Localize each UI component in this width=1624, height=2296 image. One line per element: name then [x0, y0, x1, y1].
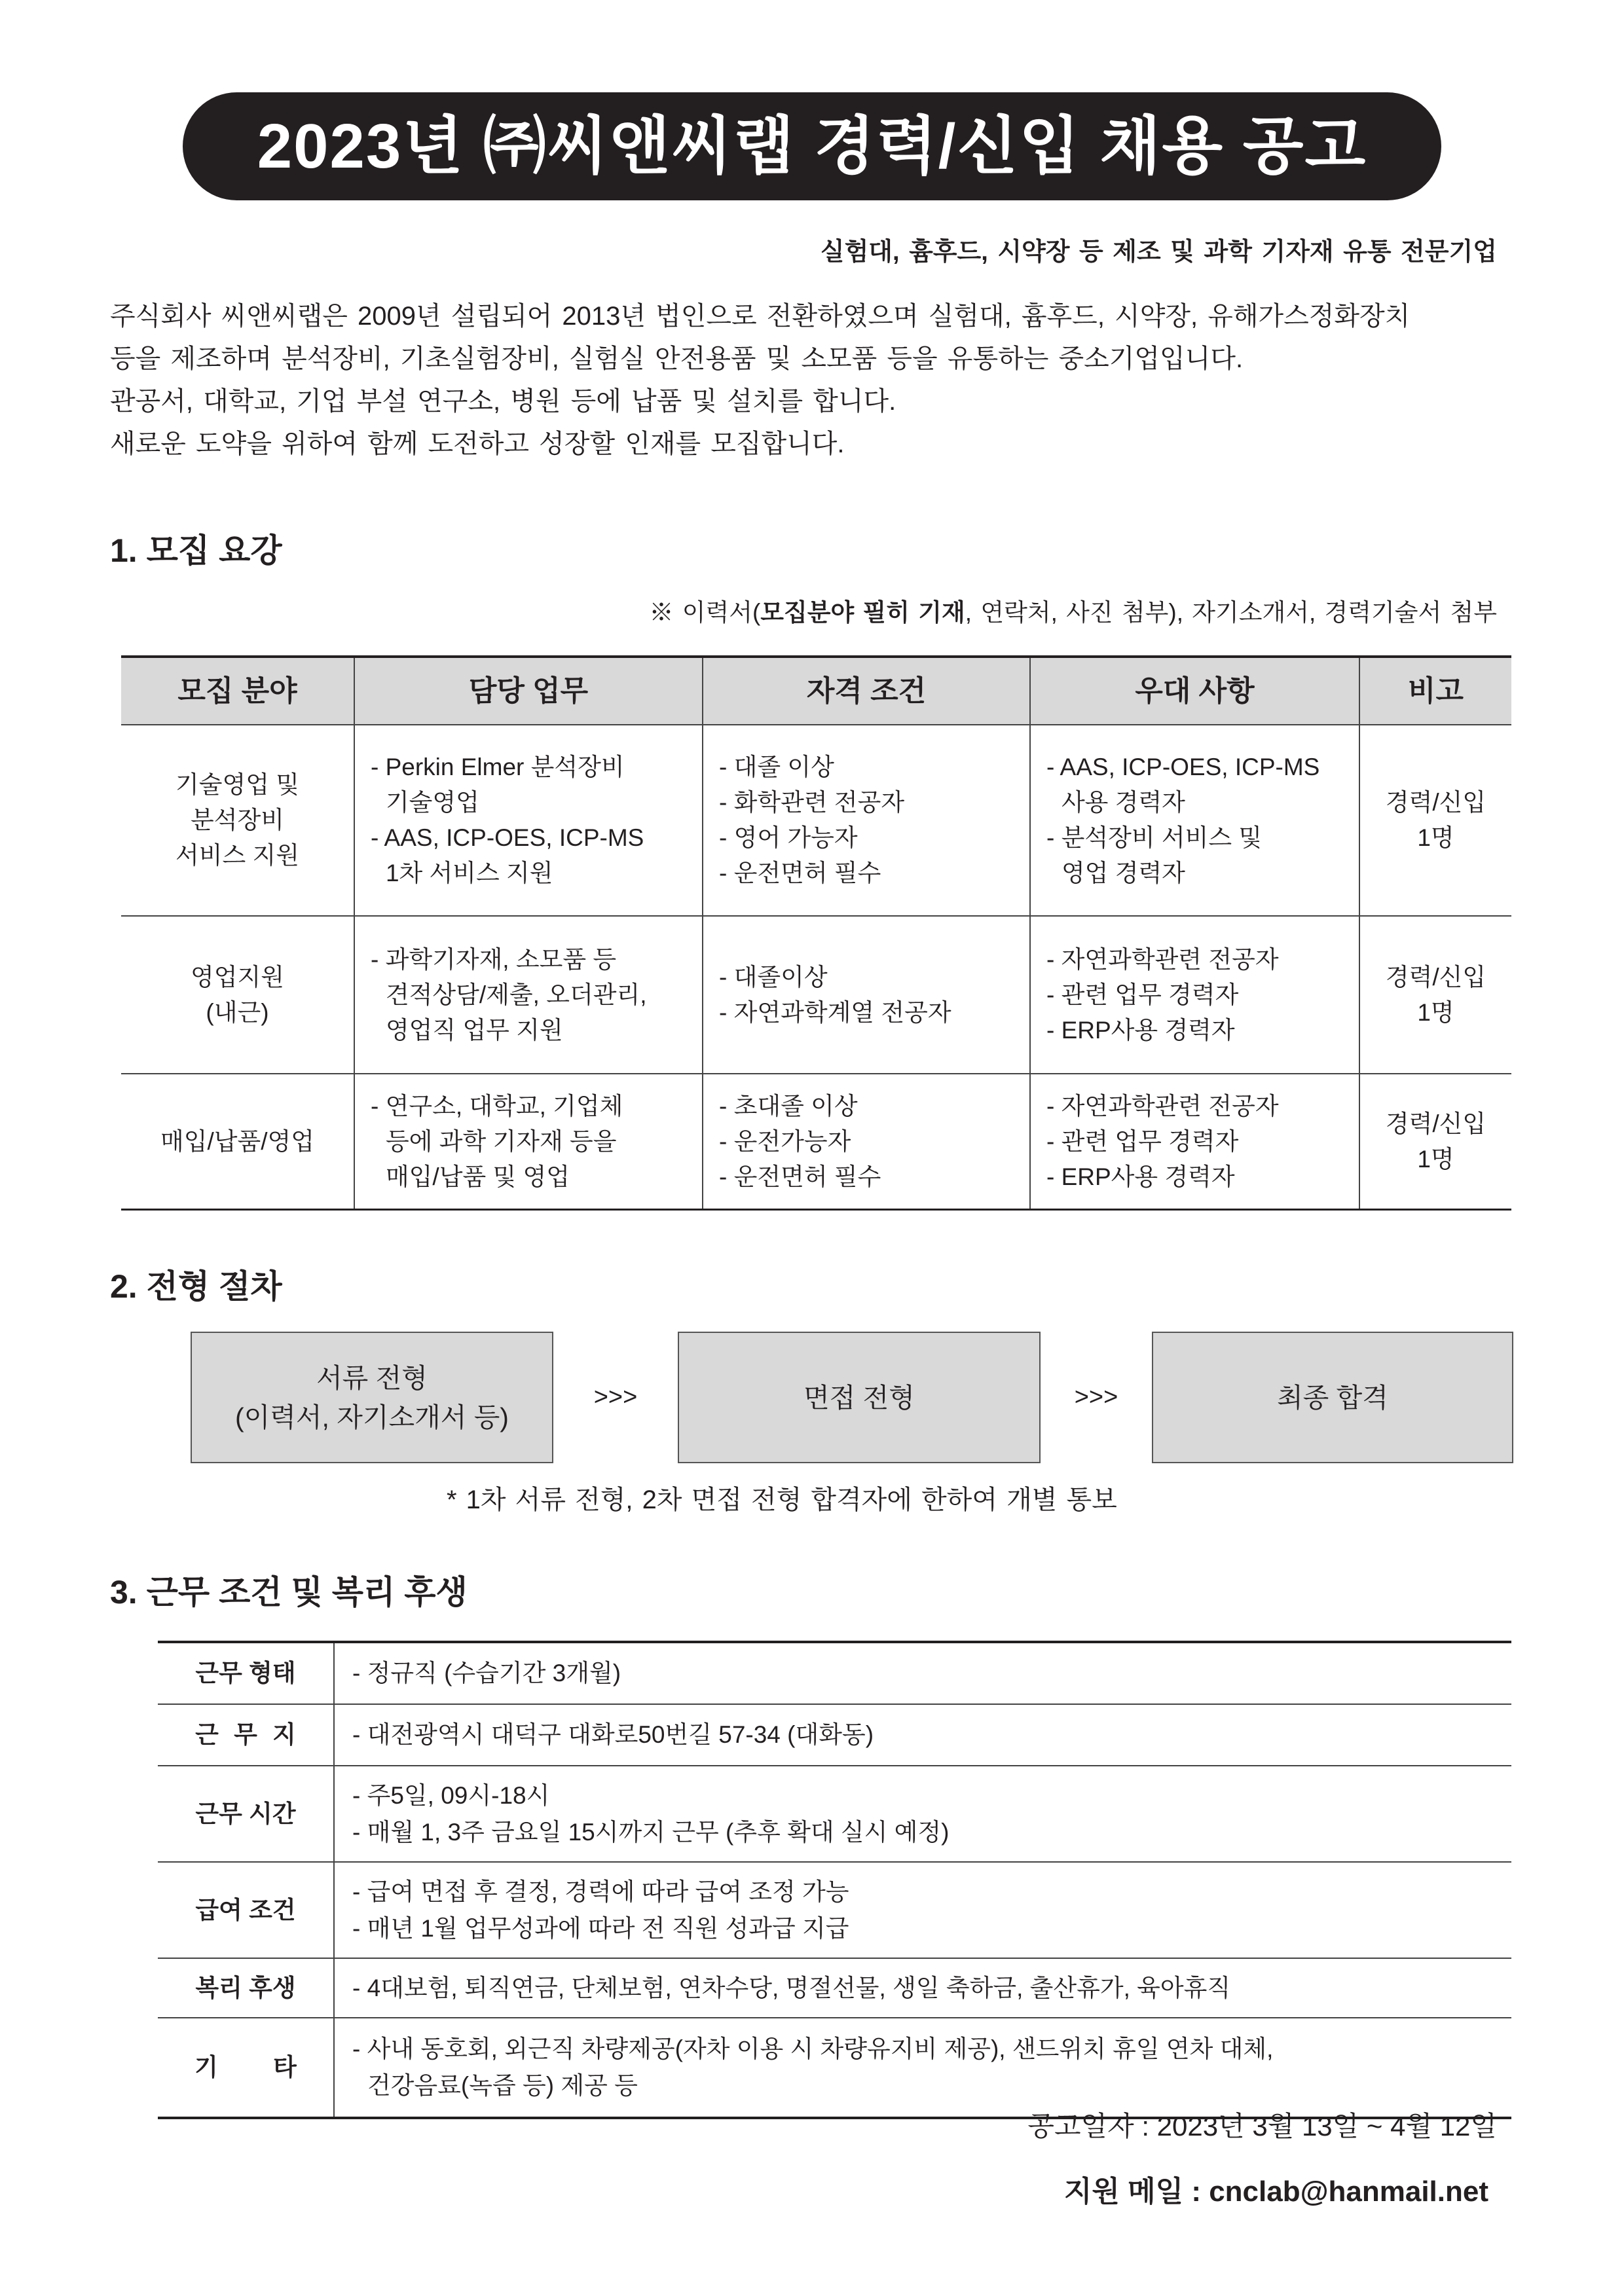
requirements-cell [703, 1074, 1030, 1210]
condition-item: - 주5일, 09시-18시 [352, 1781, 550, 1809]
process-step-interview [678, 1332, 1041, 1463]
application-email [1064, 2174, 1488, 2210]
condition-item: - 4대보험, 퇴직연금, 단체보험, 연차수당, 명절선물, 생일 축하금, 출산휴가, 육아휴직 [352, 1974, 1231, 2001]
column-header-field: 모집 분야 [121, 657, 354, 725]
condition-value [334, 1958, 1511, 2018]
intro-line: 관공서, 대학교, 기업 부설 연구소, 병원 등에 납품 및 설치를 합니다. [110, 387, 896, 416]
duties-cell [354, 725, 703, 916]
preference-item: - ERP사용 경력자 [1046, 1163, 1235, 1190]
condition-label: 근무 시간 [158, 1766, 334, 1862]
requirement-item: - 운전면허 필수 [719, 860, 881, 886]
section-heading-process: 2. 전형 절차 [110, 1268, 282, 1305]
note-emphasis: 모집분야 필히 기재 [760, 599, 965, 626]
intro-line: 새로운 도약을 위하여 함께 도전하고 성장할 인재를 모집합니다. [110, 429, 845, 458]
remarks-cell: 경력/신입 1명 [1359, 1074, 1511, 1210]
conditions-table [158, 1641, 1511, 2119]
requirements-cell [703, 916, 1030, 1074]
process-step-label: 최종 합격 [1277, 1382, 1388, 1413]
column-header-duties: 담당 업무 [354, 657, 703, 725]
condition-value [334, 1766, 1511, 1862]
process-note: * 1차 서류 전형, 2차 면접 전형 합격자에 한하여 개별 통보 [447, 1485, 1117, 1514]
note-suffix: , 연락처, 사진 첨부), 자기소개서, 경력기술서 첨부 [965, 599, 1497, 626]
table-row [158, 1766, 1511, 1862]
job-field-cell: 기술영업 및 분석장비 서비스 지원 [121, 725, 354, 916]
preference-item: - AAS, ICP-OES, ICP-MS 사용 경력자 [1046, 754, 1320, 816]
requirement-item: - 운전면허 필수 [719, 1163, 881, 1190]
requirement-item: - 대졸이상 [719, 963, 828, 991]
preference-item: - ERP사용 경력자 [1046, 1016, 1235, 1044]
requirement-item: - 운전가능자 [719, 1127, 851, 1155]
condition-value [334, 2018, 1511, 2118]
preferences-cell [1030, 916, 1359, 1074]
table-row [158, 1642, 1511, 1704]
preference-item: - 자연과학관련 전공자 [1046, 1092, 1279, 1120]
table-row [158, 1862, 1511, 1958]
process-step-label: 서류 전형 (이력서, 자기소개서 등) [235, 1362, 509, 1432]
table-row [158, 2018, 1511, 2118]
intro-line: 주식회사 씨앤씨랩은 2009년 설립되어 2013년 법인으로 전환하였으며 실험대, 흄후드, 시약장, 유해가스정화장치 [110, 302, 1411, 331]
posting-period-dates: 2023년 3월 13일 ~ 4월 12일 [1156, 2111, 1497, 2141]
application-documents-note [649, 596, 1497, 629]
job-field-cell: 매입/납품/영업 [121, 1074, 354, 1210]
requirement-item: - 자연과학계열 전공자 [719, 998, 951, 1026]
section-heading-recruitment: 1. 모집 요강 [110, 532, 282, 569]
preference-item: - 관련 업무 경력자 [1046, 981, 1239, 1008]
condition-label: 복리 후생 [158, 1958, 334, 2018]
requirement-item: - 화학관련 전공자 [719, 789, 905, 816]
table-row [121, 725, 1511, 916]
job-field-cell: 영업지원 (내근) [121, 916, 354, 1074]
condition-label: 기 타 [158, 2018, 334, 2118]
requirement-item: - 대졸 이상 [719, 754, 834, 780]
condition-value [334, 1642, 1511, 1704]
company-intro [110, 295, 1497, 465]
table-row [158, 1958, 1511, 2018]
duty-item: - Perkin Elmer 분석장비 기술영업 [371, 754, 625, 816]
remarks-cell: 경력/신입 1명 [1359, 725, 1511, 916]
table-header-row [121, 657, 1511, 725]
column-header-preferences: 우대 사항 [1030, 657, 1359, 725]
note-prefix: ※ 이력서( [649, 599, 761, 626]
table-row [121, 916, 1511, 1074]
preferences-cell [1030, 725, 1359, 916]
duties-cell [354, 916, 703, 1074]
process-arrow: >>> [593, 1383, 638, 1411]
remarks-cell: 경력/신입 1명 [1359, 916, 1511, 1074]
column-header-remarks: 비고 [1359, 657, 1511, 725]
title-banner [183, 92, 1441, 200]
duty-item: - 연구소, 대학교, 기업체 등에 과학 기자재 등을 매입/납품 및 영업 [371, 1092, 623, 1190]
preferences-cell [1030, 1074, 1359, 1210]
preference-item: - 자연과학관련 전공자 [1046, 945, 1279, 973]
email-label: 지원 메일 : [1063, 2176, 1209, 2208]
recruitment-table [121, 655, 1511, 1211]
company-tagline: 실험대, 흄후드, 시약장 등 제조 및 과학 기자재 유통 전문기업 [820, 238, 1497, 266]
condition-item: - 대전광역시 대덕구 대화로50번길 57-34 (대화동) [352, 1721, 874, 1748]
preference-item: - 분석장비 서비스 및 영업 경력자 [1046, 824, 1263, 886]
table-row [158, 1704, 1511, 1766]
process-step-document-screening [191, 1332, 553, 1463]
intro-line: 등을 제조하며 분석장비, 기초실험장비, 실험실 안전용품 및 소모품 등을 유통하는 중소기업입니다. [110, 344, 1244, 373]
condition-label: 급여 조건 [158, 1862, 334, 1958]
condition-label: 근 무 지 [158, 1704, 334, 1766]
email-address: cnclab@hanmail.net [1209, 2176, 1488, 2208]
condition-item: - 사내 동호회, 외근직 차량제공(자차 이용 시 차량유지비 제공), 샌드위치 휴일 연차 대체, 건강음료(녹즙 등) 제공 등 [352, 2035, 1274, 2099]
section-heading-conditions: 3. 근무 조건 및 복리 후생 [110, 1574, 468, 1611]
condition-value [334, 1704, 1511, 1766]
condition-label: 근무 형태 [158, 1642, 334, 1704]
condition-value [334, 1862, 1511, 1958]
condition-item: - 정규직 (수습기간 3개월) [352, 1660, 621, 1686]
posting-period [1027, 2110, 1497, 2143]
requirement-item: - 영어 가능자 [719, 824, 858, 851]
duty-item: - 과학기자재, 소모품 등 견적상담/제출, 오더관리, 영업직 업무 지원 [371, 945, 647, 1044]
condition-item: - 매년 1월 업무성과에 따라 전 직원 성과급 지급 [352, 1914, 849, 1942]
condition-item: - 매월 1, 3주 금요일 15시까지 근무 (추후 확대 실시 예정) [352, 1818, 950, 1846]
preference-item: - 관련 업무 경력자 [1046, 1127, 1239, 1155]
requirement-item: - 초대졸 이상 [719, 1092, 858, 1120]
process-step-label: 면접 전형 [803, 1382, 915, 1413]
column-header-requirements: 자격 조건 [703, 657, 1030, 725]
requirements-cell [703, 725, 1030, 916]
process-arrow: >>> [1074, 1383, 1118, 1411]
posting-period-label: 공고일자 : [1027, 2111, 1157, 2141]
process-step-final-pass [1152, 1332, 1513, 1463]
condition-item: - 급여 면접 후 결정, 경력에 따라 급여 조정 가능 [352, 1878, 849, 1905]
table-row [121, 1074, 1511, 1210]
duty-item: - AAS, ICP-OES, ICP-MS 1차 서비스 지원 [371, 824, 644, 886]
page-title: 2023년 ㈜씨앤씨랩 경력/신입 채용 공고 [257, 111, 1367, 181]
duties-cell [354, 1074, 703, 1210]
